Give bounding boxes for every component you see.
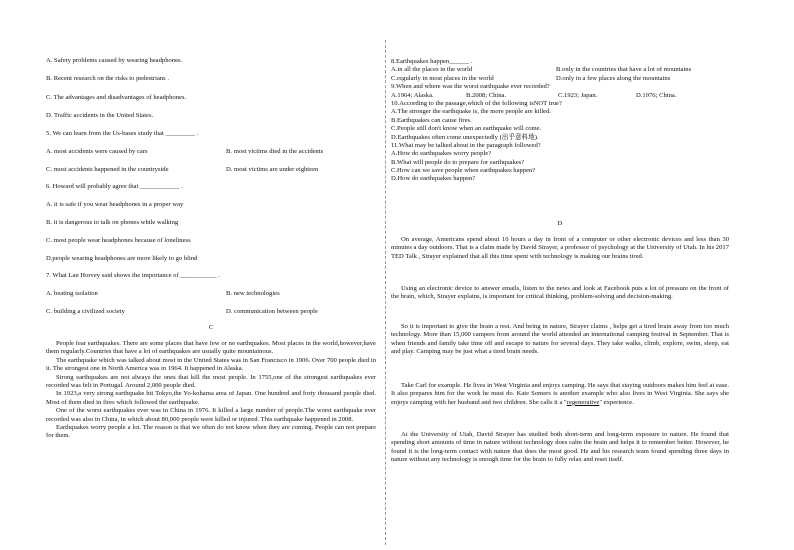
q7-option-a: A. beating isolation [46,290,98,297]
passage-c [46,340,376,441]
q4-option-d: D. Traffic accidents in the United States. [46,112,154,119]
right-column [391,0,729,550]
column-divider [385,40,386,545]
q11-option-a: A.How do earthquakes worry people? [391,150,492,158]
passage-c-para-1: People fear earthquakes. There are some places that have few or no earthquakes. Most places in the world,however,have them regularly.Countries that have a lot of earthquakes are usually quite mountainous. [46,340,376,356]
q7-option-d: D. communication between people [226,308,318,315]
q8-option-b: B.only in the countries that have a lot of mountains [556,66,692,74]
q4-option-b: B. Recent research on the risks to pedestrians . [46,75,170,82]
section-c-heading: C [208,324,214,331]
q8-option-a: A.in all the places in the world [391,66,473,74]
q6-option-c: C. most people wear headphones because of loneliness [46,237,191,244]
q6-option-d: D.people wearing headphones are more likely to go blind [46,255,198,262]
q10-option-d: D.Earthquakes often come unexpectedly (出乎意料地). [391,133,539,141]
passage-c-para-4: In 1923,a very strong earthquake hit Tokyo,the Yo-kohama area of Japan. One hundred and forty thousand people died. Most of them died in fires which followed the earthquake. [46,390,376,406]
section-d-heading: D [557,220,563,227]
passage-d-para-1: On average, Americans spend about 10 hours a day in front of a computer or other electronic devices and less than 30 minutes a day outdoors. That is a claim made by David Strayer, a professor of psychology at the University of Utah. In his 2017 TED Talk , Strayer explained that all this time spent with technology is making our brains tired. [391,236,729,260]
q11-option-c: C.How can we save people when earthquakes happen? [391,167,536,175]
q5-option-b: B. most victims died in the accidents [226,148,324,155]
passage-d-para-4-text: Take Carl for example. He lives in West Virginia and enjoys camping. He says that staying outdoors makes him feel at ease. It also prepares him for the work he must do. Kate Somers is another example who also lives in West Virginia. She says she enjoys camping with her husband and two children. She calls it a " [391,382,729,406]
q10-stem: 10.According to the passage,which of the following isNOT true? [391,99,562,107]
passage-d-para-4 [391,382,729,407]
passage-d-para-5: At the University of Utah, David Strayer has studied both short-term and long-term exposure to nature. He found that spending short amounts of time in nature without technology does calm the brain and helps it to remember better. However, he found it is the long-term contact with nature that does the most good. He and his research team found spending three days in nature without any technology is enough time for the brain to fully relax and reset itself. [391,431,729,464]
q5-option-d: D. most victims are under eighteen [226,166,319,173]
passage-d-para-4-end: " experience. [599,398,634,406]
q9-stem: 9.When and where was the worst earthquake ever recorded? [391,83,550,91]
q10-option-a: A.The stronger the earthquake is, the more people are killed. [391,108,552,116]
q8-option-c: C.regularly in most places in the world [391,74,494,82]
passage-d-para-3: So it is important to give the brain a rest. And being in nature, Strayer claims , helps get a tired brain away from too much technology. More than 15,000 campers from around the world attended an international camping festival in September. That is when friends and family take time off and escape to nature for several days. They take walks, climb, explore, swim, sleep, eat and play. Camping may be just what a tired brain needs. [391,323,729,356]
q4-option-a: A. Safety problems caused by wearing headphones. [46,57,183,64]
q11-option-d: D.How do earthquakes happen? [391,175,476,183]
q9-option-b: B.2008; China. [466,91,507,99]
questions-8-11 [391,58,729,184]
q7-option-c: C. building a civilized society [46,308,125,315]
q7-option-b: B. new technologies [226,290,280,297]
q9-options [391,92,729,100]
q9-option-c: C.1923; Japan. [558,91,598,99]
passage-c-para-3: Strong earthquakes are not always the ones that kill the most people. In 1755,one of the strongest earthquakes ever recorded was felt in Portugal. Around 2,000 people died. [46,373,376,390]
q10-option-b: B.Earthquakes can cause fires. [391,116,472,124]
passage-c-para-5: One of the worst earthquakes ever was in China in 1976. It killed a large number of people.The worst earthquake ever recorded was also in China, in which about 80,000 people were killed or injured. This earthquake happened in 2008. [46,407,376,423]
q8-row-ab [391,66,729,74]
q11-option-b: B.What will people do to prepare for earthquakes? [391,158,525,166]
q4-option-c: C. The advantages and disadvantages of headphones. [46,94,187,101]
q8-option-d: D.only in a few places along the mountains [556,74,671,82]
q9-option-d: D.1976; China. [636,91,677,99]
q6-stem: 6. Howard will probably agree that ____________ . [46,183,183,190]
passage-c-para-6: Earthquakes worry people a lot. The reason is that we often do not know when they are coming. People can not prepare for them. [46,424,376,440]
q5-option-a: A. most accidents were caused by cars [46,148,148,155]
q6-option-a: A. it is safe if you wear headphones in a proper way [46,201,184,208]
q11-stem: 11.What may be talked about in the paragraph followed? [391,141,541,149]
passage-d-para-2: Using an electronic device to answer emails, listen to the news and look at Facebook puts a lot of pressure on the front of the brain, which, Strayer explains, is important for critical thinking, problem-solving and decision-making. [391,285,729,301]
q6-option-b: B. it is dangerous to talk on phones while walking [46,219,179,226]
q5-option-c: C. most accidents happened in the countryside [46,166,169,173]
left-column [46,0,376,550]
passage-c-para-2: The earthquake which was talked about most in the United States was in San Francisco in 1906. Over 700 people died in it. The strongest one in North America was in 1964. It happened in Alaska. [46,356,376,373]
q8-stem: 8.Earthquakes happen______ . [391,58,473,65]
q9-option-a: A.1964; Alaska. [391,91,434,99]
q10-option-c: C.People still don't know when an earthquake will come. [391,125,542,133]
q8-row-cd [391,75,729,83]
q7-stem: 7. What Lan Horvey said shows the importance of ___________ . [46,272,220,279]
q5-stem: 5. We can learn from the Us-bases study that _________ . [46,130,199,137]
regenerative-term: regenerative [566,398,600,406]
